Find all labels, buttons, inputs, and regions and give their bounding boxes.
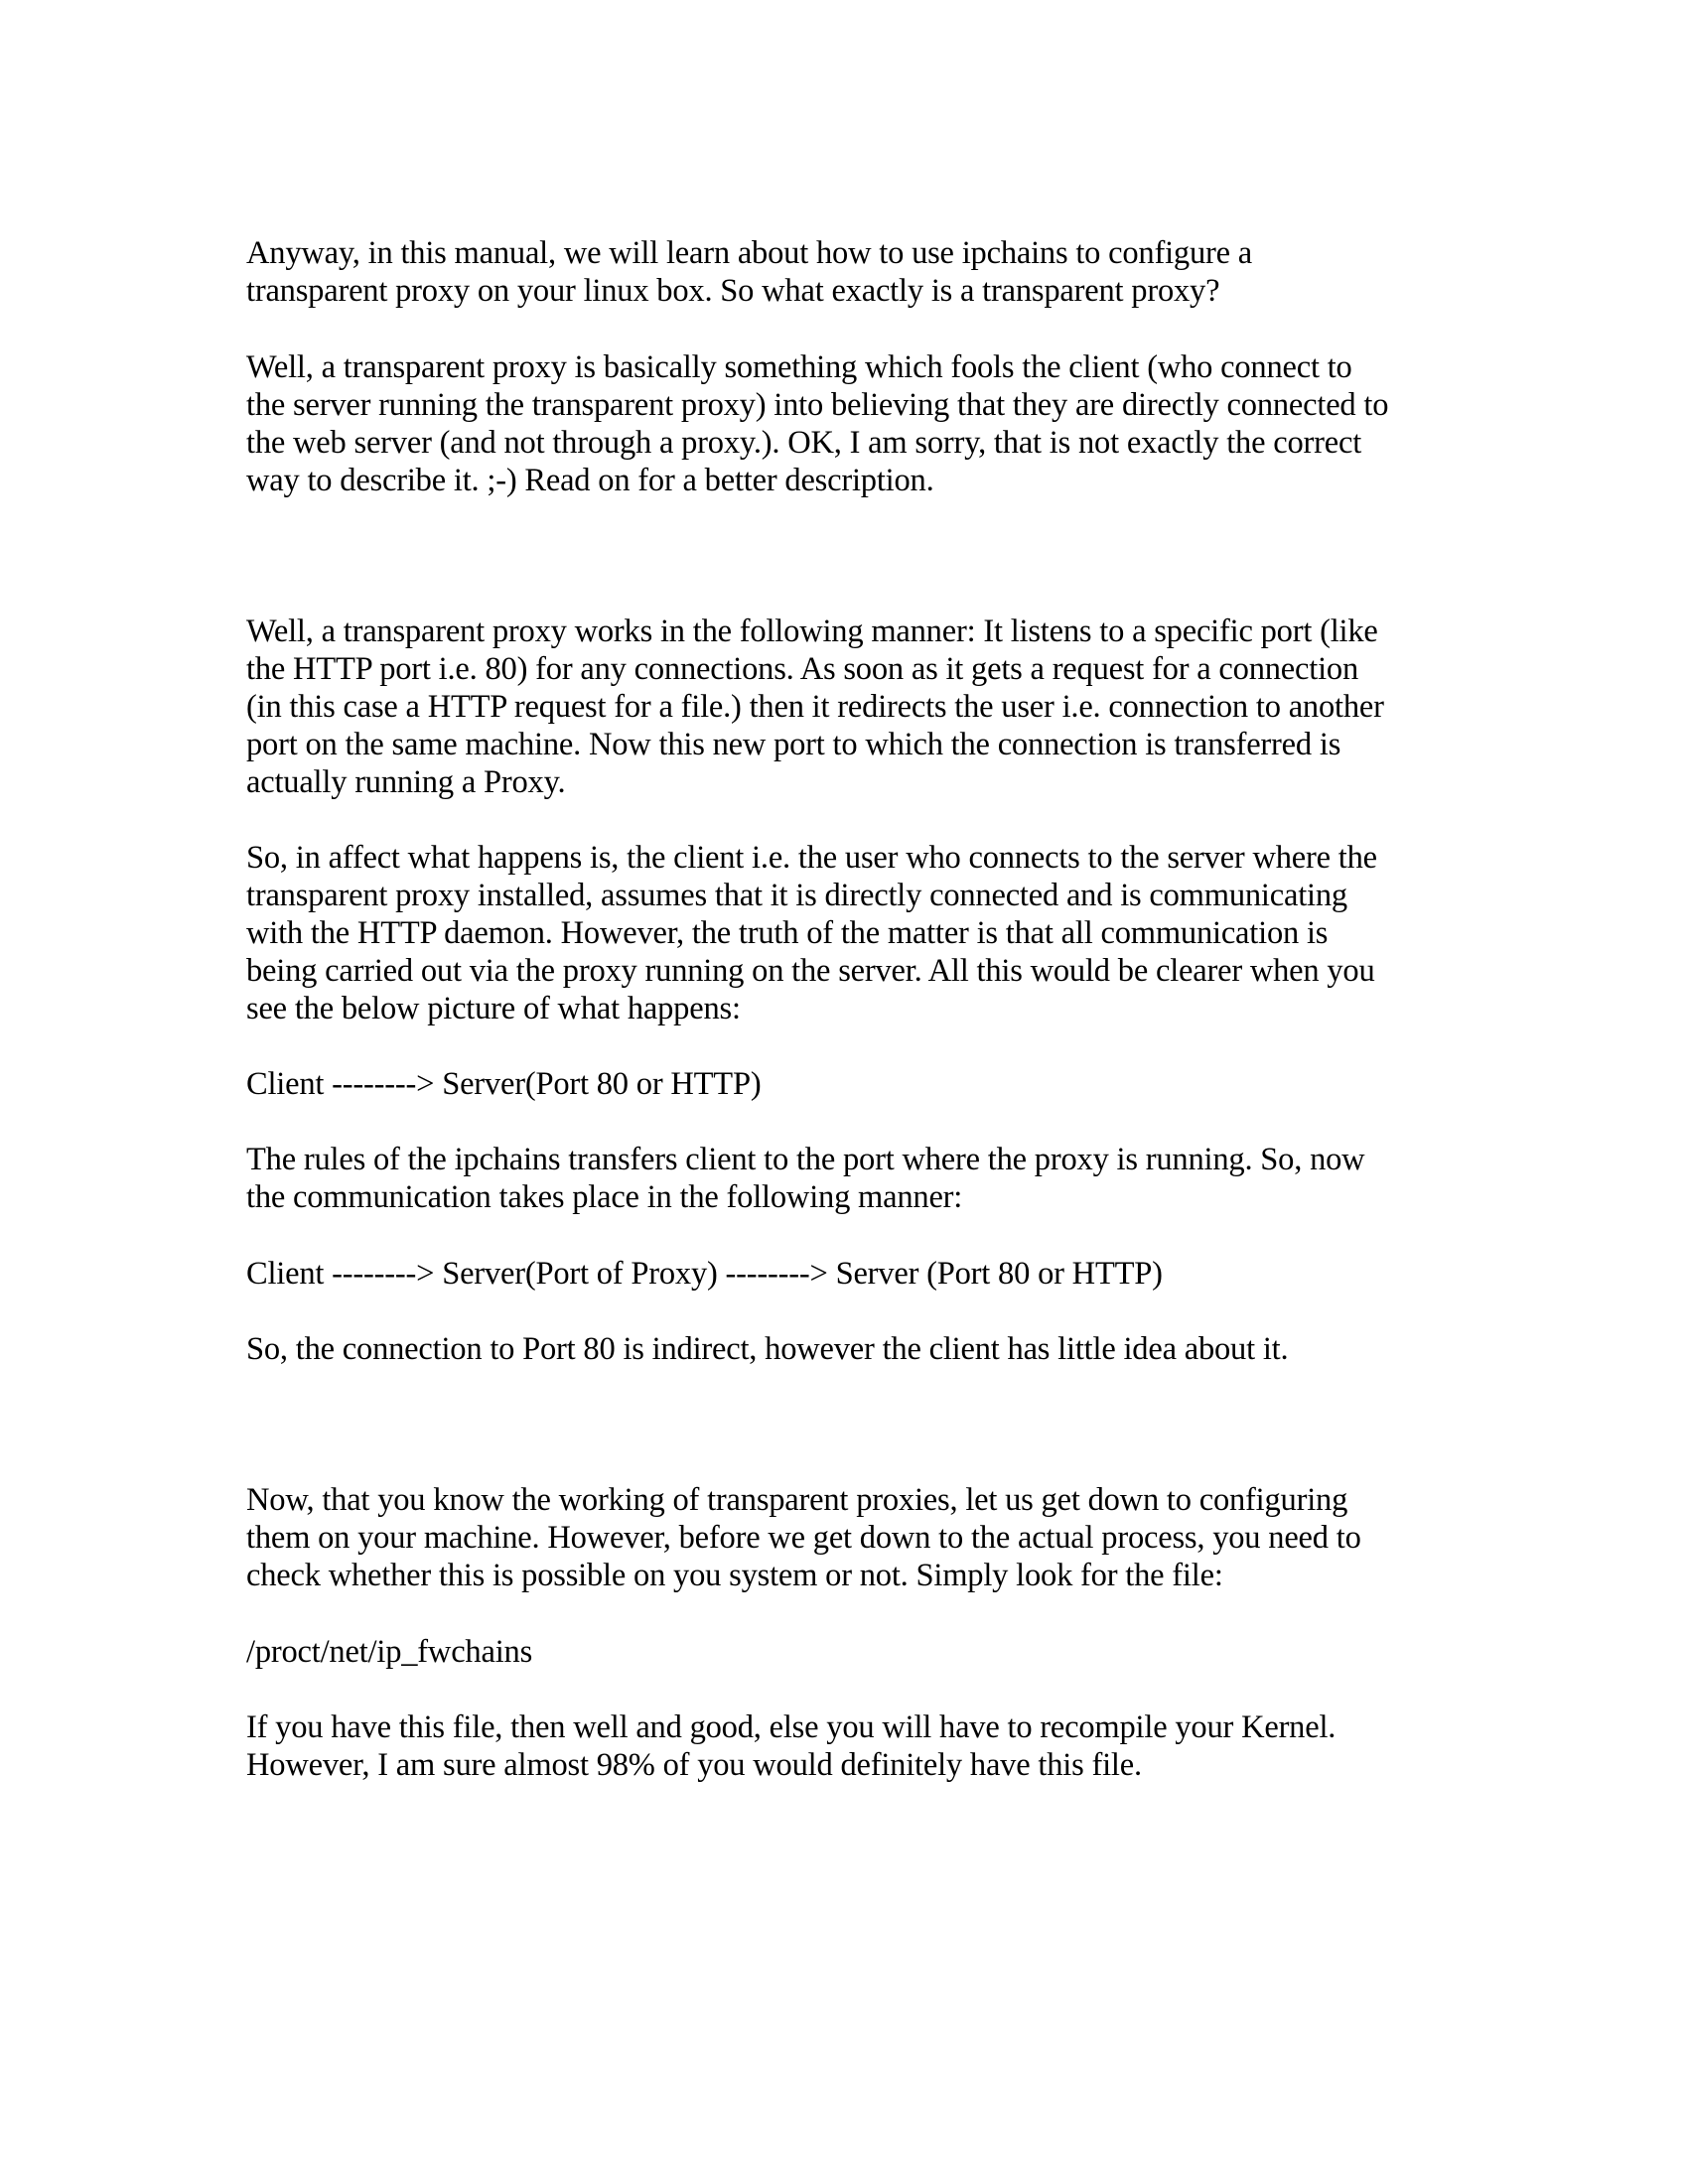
text-line: Anyway, in this manual, we will learn about how to use ipchains to configure a — [246, 235, 1253, 271]
text-line: However, I am sure almost 98% of you would definitely have this file. — [246, 1747, 1142, 1783]
text-line: Now, that you know the working of transparent proxies, let us get down to configuring — [246, 1482, 1348, 1518]
text-line: Well, a transparent proxy works in the following manner: It listens to a specific port (like — [246, 614, 1378, 649]
text-line: transparent proxy on your linux box. So what exactly is a transparent proxy? — [246, 273, 1220, 309]
text-line: the HTTP port i.e. 80) for any connections. As soon as it gets a request for a connection — [246, 651, 1359, 687]
text-line: /proct/net/ip_fwchains — [246, 1634, 533, 1670]
text-line: them on your machine. However, before we get down to the actual process, you need to — [246, 1520, 1361, 1556]
text-line: check whether this is possible on you system or not. Simply look for the file: — [246, 1558, 1223, 1593]
text-line: the communication takes place in the following manner: — [246, 1179, 963, 1215]
text-line: Well, a transparent proxy is basically something which fools the client (who connect to — [246, 349, 1352, 385]
text-line: (in this case a HTTP request for a file.) then it redirects the user i.e. connection to another — [246, 689, 1384, 725]
text-line: with the HTTP daemon. However, the truth of the matter is that all communication is — [246, 915, 1329, 951]
text-line: transparent proxy installed, assumes that it is directly connected and is communicating — [246, 878, 1347, 913]
text-line: the server running the transparent proxy) into believing that they are directly connected to — [246, 387, 1389, 423]
text-line: way to describe it. ;-) Read on for a better description. — [246, 463, 934, 498]
text-line: Client --------> Server(Port of Proxy) --------> Server (Port 80 or HTTP) — [246, 1256, 1163, 1292]
text-line: So, the connection to Port 80 is indirect, however the client has little idea about it. — [246, 1331, 1289, 1367]
text-line: see the below picture of what happens: — [246, 991, 741, 1026]
text-line: So, in affect what happens is, the client i.e. the user who connects to the server where the — [246, 840, 1377, 876]
text-line: port on the same machine. Now this new port to which the connection is transferred is — [246, 727, 1341, 762]
text-line: If you have this file, then well and good, else you will have to recompile your Kernel. — [246, 1709, 1336, 1745]
text-line: being carried out via the proxy running on the server. All this would be clearer when you — [246, 953, 1375, 989]
text-line: actually running a Proxy. — [246, 764, 566, 800]
text-line: the web server (and not through a proxy.). OK, I am sorry, that is not exactly the correct — [246, 425, 1362, 461]
text-line: Client --------> Server(Port 80 or HTTP) — [246, 1066, 762, 1102]
text-line: The rules of the ipchains transfers client to the port where the proxy is running. So, now — [246, 1142, 1365, 1177]
